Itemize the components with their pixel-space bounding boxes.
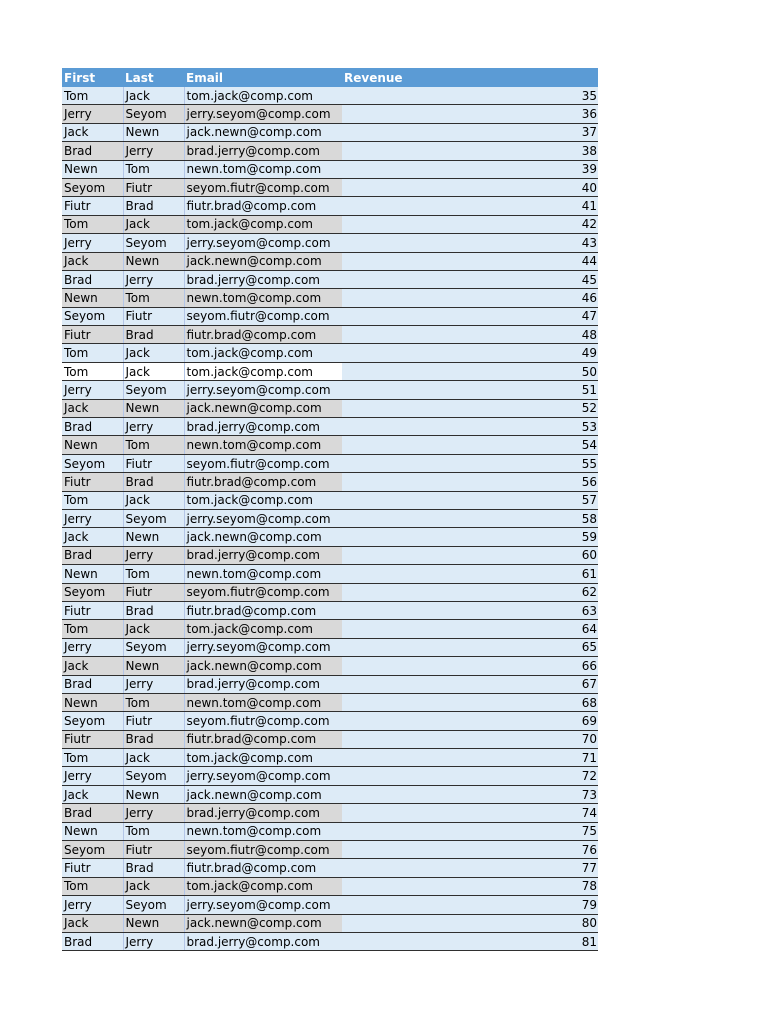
- table-row: [62, 87, 598, 105]
- cell-last: Seyom: [123, 381, 184, 399]
- cell-first: Newn: [62, 693, 123, 711]
- cell-first: Tom: [62, 362, 123, 380]
- header-row: [62, 68, 598, 87]
- cell-last: Jack: [123, 87, 184, 105]
- cell-last: Jack: [123, 491, 184, 509]
- cell-email: newn.tom@comp.com: [184, 289, 342, 307]
- cell-revenue: 71: [342, 749, 598, 767]
- cell-first: Newn: [62, 436, 123, 454]
- cell-first: Fiutr: [62, 473, 123, 491]
- cell-first: Brad: [62, 932, 123, 950]
- cell-last: Seyom: [123, 767, 184, 785]
- cell-email: newn.tom@comp.com: [184, 822, 342, 840]
- cell-last: Brad: [123, 197, 184, 215]
- table-row: [62, 307, 598, 325]
- header-last: Last: [123, 68, 184, 87]
- cell-revenue: 67: [342, 675, 598, 693]
- cell-last: Newn: [123, 252, 184, 270]
- cell-revenue: 72: [342, 767, 598, 785]
- header-email: Email: [184, 68, 342, 87]
- cell-revenue: 66: [342, 657, 598, 675]
- cell-email: newn.tom@comp.com: [184, 693, 342, 711]
- table-row: [62, 326, 598, 344]
- cell-first: Brad: [62, 675, 123, 693]
- cell-first: Jack: [62, 914, 123, 932]
- cell-email: tom.jack@comp.com: [184, 362, 342, 380]
- cell-revenue: 77: [342, 859, 598, 877]
- cell-revenue: 49: [342, 344, 598, 362]
- table-row: [62, 491, 598, 509]
- cell-last: Jerry: [123, 142, 184, 160]
- cell-revenue: 68: [342, 693, 598, 711]
- cell-revenue: 51: [342, 381, 598, 399]
- cell-revenue: 62: [342, 583, 598, 601]
- cell-last: Newn: [123, 123, 184, 141]
- cell-first: Fiutr: [62, 601, 123, 619]
- table-row: [62, 178, 598, 196]
- cell-first: Fiutr: [62, 197, 123, 215]
- cell-last: Newn: [123, 528, 184, 546]
- cell-revenue: 36: [342, 105, 598, 123]
- table-row: [62, 234, 598, 252]
- cell-first: Jack: [62, 528, 123, 546]
- cell-email: fiutr.brad@comp.com: [184, 730, 342, 748]
- cell-first: Brad: [62, 270, 123, 288]
- cell-email: jack.newn@comp.com: [184, 785, 342, 803]
- cell-first: Jack: [62, 785, 123, 803]
- cell-email: brad.jerry@comp.com: [184, 270, 342, 288]
- cell-last: Seyom: [123, 896, 184, 914]
- cell-last: Jack: [123, 620, 184, 638]
- cell-first: Fiutr: [62, 859, 123, 877]
- cell-first: Brad: [62, 546, 123, 564]
- cell-first: Tom: [62, 344, 123, 362]
- cell-email: newn.tom@comp.com: [184, 160, 342, 178]
- table-body: [62, 87, 598, 951]
- cell-first: Jack: [62, 123, 123, 141]
- table-row: [62, 749, 598, 767]
- cell-first: Tom: [62, 87, 123, 105]
- cell-email: seyom.fiutr@comp.com: [184, 841, 342, 859]
- cell-last: Fiutr: [123, 178, 184, 196]
- cell-last: Tom: [123, 436, 184, 454]
- cell-last: Jack: [123, 215, 184, 233]
- table-row: [62, 693, 598, 711]
- data-table: [62, 68, 598, 951]
- cell-revenue: 45: [342, 270, 598, 288]
- cell-first: Tom: [62, 491, 123, 509]
- cell-revenue: 43: [342, 234, 598, 252]
- table-row: [62, 565, 598, 583]
- table-row: [62, 712, 598, 730]
- cell-first: Newn: [62, 160, 123, 178]
- cell-revenue: 76: [342, 841, 598, 859]
- cell-email: tom.jack@comp.com: [184, 215, 342, 233]
- cell-first: Jerry: [62, 105, 123, 123]
- table-row: [62, 877, 598, 895]
- cell-revenue: 58: [342, 509, 598, 527]
- table-row: [62, 638, 598, 656]
- cell-revenue: 79: [342, 896, 598, 914]
- cell-revenue: 47: [342, 307, 598, 325]
- table-row: [62, 509, 598, 527]
- table-row: [62, 859, 598, 877]
- cell-last: Fiutr: [123, 583, 184, 601]
- cell-first: Seyom: [62, 583, 123, 601]
- table-row: [62, 252, 598, 270]
- cell-first: Jerry: [62, 896, 123, 914]
- cell-revenue: 46: [342, 289, 598, 307]
- cell-email: jack.newn@comp.com: [184, 914, 342, 932]
- cell-first: Brad: [62, 418, 123, 436]
- cell-revenue: 48: [342, 326, 598, 344]
- cell-first: Seyom: [62, 712, 123, 730]
- cell-revenue: 57: [342, 491, 598, 509]
- cell-email: jack.newn@comp.com: [184, 123, 342, 141]
- cell-last: Tom: [123, 822, 184, 840]
- cell-email: brad.jerry@comp.com: [184, 932, 342, 950]
- cell-first: Newn: [62, 565, 123, 583]
- cell-revenue: 40: [342, 178, 598, 196]
- table-row: [62, 399, 598, 417]
- table-row: [62, 896, 598, 914]
- cell-revenue: 78: [342, 877, 598, 895]
- cell-email: brad.jerry@comp.com: [184, 675, 342, 693]
- table-row: [62, 160, 598, 178]
- cell-email: jerry.seyom@comp.com: [184, 896, 342, 914]
- cell-last: Fiutr: [123, 712, 184, 730]
- cell-revenue: 41: [342, 197, 598, 215]
- cell-revenue: 53: [342, 418, 598, 436]
- cell-email: fiutr.brad@comp.com: [184, 601, 342, 619]
- cell-revenue: 80: [342, 914, 598, 932]
- cell-first: Brad: [62, 142, 123, 160]
- cell-first: Newn: [62, 289, 123, 307]
- cell-first: Jerry: [62, 509, 123, 527]
- cell-last: Newn: [123, 399, 184, 417]
- table-header: [62, 68, 598, 87]
- cell-first: Tom: [62, 215, 123, 233]
- cell-last: Jerry: [123, 270, 184, 288]
- cell-last: Brad: [123, 859, 184, 877]
- cell-last: Brad: [123, 730, 184, 748]
- cell-first: Newn: [62, 822, 123, 840]
- table-row: [62, 362, 598, 380]
- cell-first: Jerry: [62, 381, 123, 399]
- cell-email: jack.newn@comp.com: [184, 252, 342, 270]
- table-row: [62, 914, 598, 932]
- header-revenue: Revenue: [342, 68, 598, 87]
- table-row: [62, 822, 598, 840]
- cell-last: Brad: [123, 326, 184, 344]
- cell-email: jerry.seyom@comp.com: [184, 767, 342, 785]
- table-row: [62, 123, 598, 141]
- cell-last: Jerry: [123, 804, 184, 822]
- cell-email: seyom.fiutr@comp.com: [184, 712, 342, 730]
- cell-email: brad.jerry@comp.com: [184, 804, 342, 822]
- cell-first: Seyom: [62, 178, 123, 196]
- cell-email: jerry.seyom@comp.com: [184, 234, 342, 252]
- cell-revenue: 50: [342, 362, 598, 380]
- cell-revenue: 70: [342, 730, 598, 748]
- cell-last: Newn: [123, 657, 184, 675]
- cell-first: Jack: [62, 399, 123, 417]
- cell-revenue: 44: [342, 252, 598, 270]
- cell-first: Seyom: [62, 454, 123, 472]
- cell-revenue: 63: [342, 601, 598, 619]
- cell-last: Jack: [123, 344, 184, 362]
- cell-email: tom.jack@comp.com: [184, 491, 342, 509]
- table-row: [62, 142, 598, 160]
- cell-revenue: 55: [342, 454, 598, 472]
- table-row: [62, 436, 598, 454]
- cell-last: Jack: [123, 362, 184, 380]
- table-row: [62, 583, 598, 601]
- cell-email: seyom.fiutr@comp.com: [184, 178, 342, 196]
- cell-email: jack.newn@comp.com: [184, 528, 342, 546]
- cell-first: Fiutr: [62, 730, 123, 748]
- cell-first: Jerry: [62, 234, 123, 252]
- cell-email: fiutr.brad@comp.com: [184, 473, 342, 491]
- cell-email: brad.jerry@comp.com: [184, 418, 342, 436]
- cell-last: Tom: [123, 565, 184, 583]
- cell-revenue: 75: [342, 822, 598, 840]
- table-row: [62, 197, 598, 215]
- cell-revenue: 65: [342, 638, 598, 656]
- cell-last: Tom: [123, 289, 184, 307]
- cell-revenue: 35: [342, 87, 598, 105]
- cell-email: newn.tom@comp.com: [184, 565, 342, 583]
- cell-revenue: 60: [342, 546, 598, 564]
- cell-email: tom.jack@comp.com: [184, 344, 342, 362]
- cell-email: jerry.seyom@comp.com: [184, 638, 342, 656]
- cell-last: Jerry: [123, 418, 184, 436]
- table-row: [62, 785, 598, 803]
- table-row: [62, 289, 598, 307]
- table-row: [62, 381, 598, 399]
- cell-email: jerry.seyom@comp.com: [184, 105, 342, 123]
- cell-last: Brad: [123, 601, 184, 619]
- cell-last: Brad: [123, 473, 184, 491]
- cell-email: seyom.fiutr@comp.com: [184, 583, 342, 601]
- table-row: [62, 767, 598, 785]
- cell-email: tom.jack@comp.com: [184, 749, 342, 767]
- cell-last: Fiutr: [123, 841, 184, 859]
- cell-revenue: 56: [342, 473, 598, 491]
- table-row: [62, 418, 598, 436]
- cell-last: Seyom: [123, 638, 184, 656]
- table-row: [62, 528, 598, 546]
- cell-email: tom.jack@comp.com: [184, 620, 342, 638]
- cell-last: Jerry: [123, 932, 184, 950]
- cell-revenue: 38: [342, 142, 598, 160]
- cell-revenue: 52: [342, 399, 598, 417]
- cell-first: Tom: [62, 620, 123, 638]
- cell-email: fiutr.brad@comp.com: [184, 326, 342, 344]
- cell-revenue: 81: [342, 932, 598, 950]
- table-row: [62, 270, 598, 288]
- cell-last: Jerry: [123, 675, 184, 693]
- cell-first: Seyom: [62, 841, 123, 859]
- cell-last: Fiutr: [123, 307, 184, 325]
- table-row: [62, 932, 598, 950]
- cell-revenue: 39: [342, 160, 598, 178]
- table-row: [62, 601, 598, 619]
- table-row: [62, 657, 598, 675]
- table-row: [62, 841, 598, 859]
- cell-first: Tom: [62, 749, 123, 767]
- cell-email: jack.newn@comp.com: [184, 657, 342, 675]
- cell-last: Tom: [123, 693, 184, 711]
- cell-first: Brad: [62, 804, 123, 822]
- cell-email: jack.newn@comp.com: [184, 399, 342, 417]
- cell-first: Jerry: [62, 767, 123, 785]
- cell-email: jerry.seyom@comp.com: [184, 509, 342, 527]
- cell-email: seyom.fiutr@comp.com: [184, 454, 342, 472]
- cell-last: Fiutr: [123, 454, 184, 472]
- cell-first: Tom: [62, 877, 123, 895]
- cell-revenue: 42: [342, 215, 598, 233]
- table-row: [62, 105, 598, 123]
- cell-revenue: 54: [342, 436, 598, 454]
- cell-email: fiutr.brad@comp.com: [184, 859, 342, 877]
- cell-revenue: 64: [342, 620, 598, 638]
- table-row: [62, 730, 598, 748]
- table-row: [62, 804, 598, 822]
- cell-last: Tom: [123, 160, 184, 178]
- cell-first: Jack: [62, 252, 123, 270]
- cell-email: newn.tom@comp.com: [184, 436, 342, 454]
- cell-last: Seyom: [123, 105, 184, 123]
- table-row: [62, 454, 598, 472]
- header-first: First: [62, 68, 123, 87]
- cell-first: Jerry: [62, 638, 123, 656]
- cell-email: fiutr.brad@comp.com: [184, 197, 342, 215]
- cell-revenue: 74: [342, 804, 598, 822]
- cell-revenue: 69: [342, 712, 598, 730]
- cell-email: seyom.fiutr@comp.com: [184, 307, 342, 325]
- cell-revenue: 59: [342, 528, 598, 546]
- cell-first: Jack: [62, 657, 123, 675]
- cell-revenue: 37: [342, 123, 598, 141]
- cell-last: Newn: [123, 785, 184, 803]
- cell-last: Seyom: [123, 509, 184, 527]
- table-row: [62, 675, 598, 693]
- table-row: [62, 473, 598, 491]
- cell-last: Newn: [123, 914, 184, 932]
- cell-last: Jerry: [123, 546, 184, 564]
- table-row: [62, 546, 598, 564]
- cell-first: Fiutr: [62, 326, 123, 344]
- cell-first: Seyom: [62, 307, 123, 325]
- cell-last: Jack: [123, 877, 184, 895]
- cell-last: Seyom: [123, 234, 184, 252]
- cell-email: tom.jack@comp.com: [184, 87, 342, 105]
- cell-email: tom.jack@comp.com: [184, 877, 342, 895]
- table-row: [62, 344, 598, 362]
- cell-revenue: 73: [342, 785, 598, 803]
- cell-revenue: 61: [342, 565, 598, 583]
- table-row: [62, 215, 598, 233]
- cell-last: Jack: [123, 749, 184, 767]
- cell-email: jerry.seyom@comp.com: [184, 381, 342, 399]
- table-row: [62, 620, 598, 638]
- cell-email: brad.jerry@comp.com: [184, 142, 342, 160]
- cell-email: brad.jerry@comp.com: [184, 546, 342, 564]
